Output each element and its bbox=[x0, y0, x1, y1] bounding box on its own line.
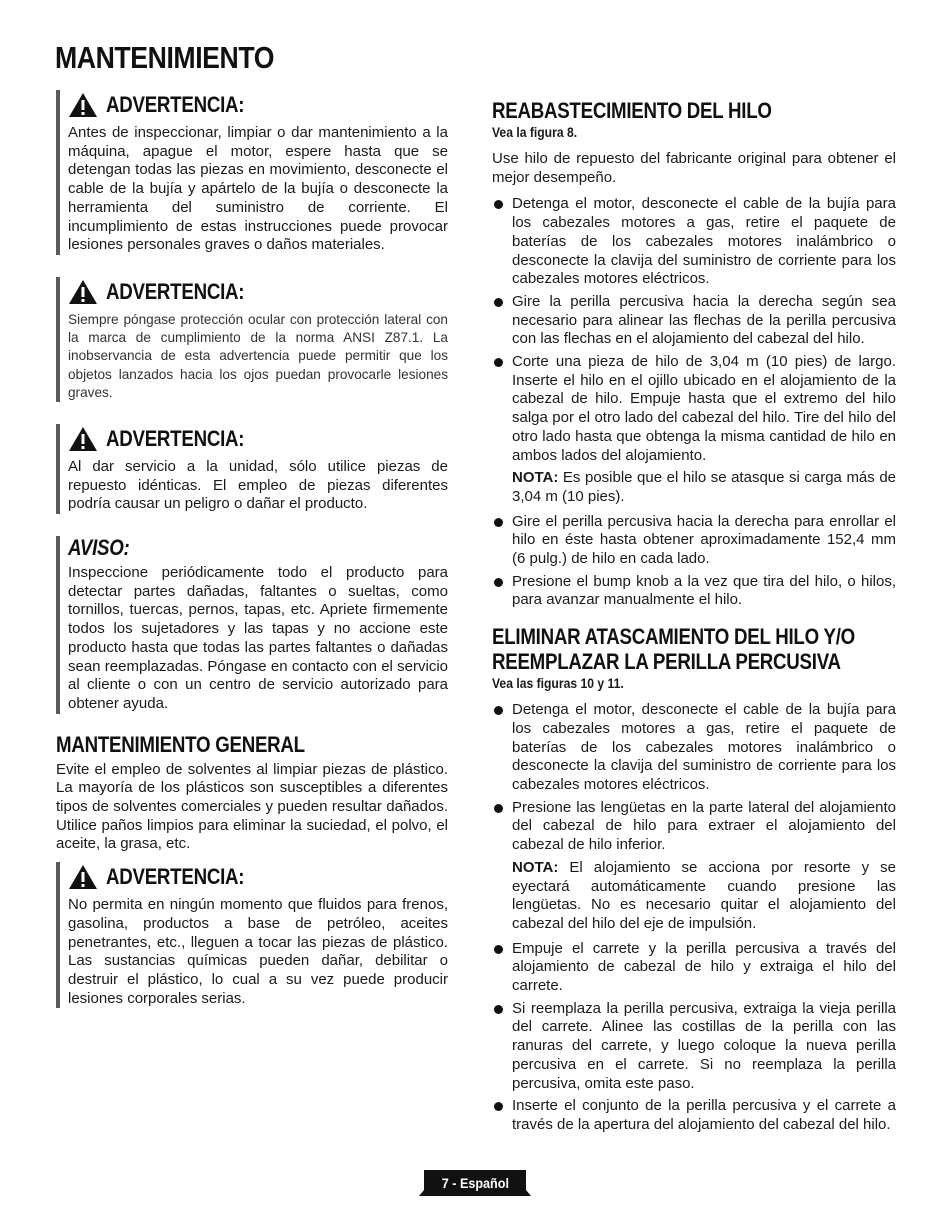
note-label: NOTA: bbox=[512, 469, 559, 487]
section-intro: Use hilo de repuesto del fabricante original para obtener el mejor desempeño. bbox=[492, 150, 896, 186]
notice-box bbox=[56, 536, 448, 714]
bullet-icon bbox=[494, 1102, 503, 1111]
list-item: Detenga el motor, desconecte el cable de la bujía para los cabezales motores a gas, retire el paquete de baterías de los cabezales motores inalámbrico o desconecte la clavija del suministro de corriente para los cabezales motores eléctricos. bbox=[492, 195, 896, 289]
page-number: 7 - Español bbox=[441, 1175, 509, 1191]
bullet-icon bbox=[494, 1005, 503, 1014]
bullet-icon bbox=[494, 298, 503, 307]
list-item: Inserte el conjunto de la perilla percusiva y el carrete a través de la apertura del alojamiento del cabezal del hilo. bbox=[492, 1097, 896, 1134]
list-item: Corte una pieza de hilo de 3,04 m (10 pies) de largo. Inserte el hilo en el ojillo ubicado en el alojamiento de la cabezal de hilo. Empuje hasta que el extremo del hilo salga por el otro lado del cabezal del hilo. Tire del hilo del otro lado hasta que obtenga la misma cantidad de hilo en ambos lados del alojamiento. bbox=[492, 353, 896, 465]
notice-title: AVISO: bbox=[68, 535, 130, 561]
note bbox=[492, 469, 896, 506]
page-number-tab bbox=[424, 1170, 526, 1196]
note bbox=[492, 859, 896, 934]
warning-title: ADVERTENCIA: bbox=[106, 92, 245, 117]
general-maintenance-section bbox=[56, 732, 448, 855]
bullet-icon bbox=[494, 804, 503, 813]
list-item: Si reemplaza la perilla percusiva, extraiga la vieja perilla del carrete. Alinee las costillas de la perilla con las ranuras del carrete, y luego coloque la nueva perilla percusiva en el carrete. Si no reemplaza la perilla percusiva, omita este paso. bbox=[492, 1000, 896, 1094]
warning-box-3 bbox=[56, 424, 448, 514]
right-column bbox=[492, 98, 896, 1139]
list-item: Detenga el motor, desconecte el cable de la bujía para los cabezales motores a gas, retire el paquete de baterías de los cabezales motores inalámbrico o desconecte la clavija del suministro de corriente para los cabezales motores eléctricos. bbox=[492, 701, 896, 795]
warning-triangle-icon bbox=[68, 426, 98, 452]
warning-triangle-icon bbox=[68, 864, 98, 890]
warning-text: Antes de inspeccionar, limpiar o dar mantenimiento a la máquina, apague el motor, espere hasta que se detengan todas las piezas en movimiento, desconecte el cable de la bujía y apártelo de la bujía o desconecte la herramienta del suministro de corriente. El incumplimiento de estas instrucciones puede provocar lesiones personales graves o daños materiales. bbox=[68, 124, 448, 254]
section-title: REABASTECIMIENTO DEL HILO bbox=[492, 98, 772, 123]
warning-box-4 bbox=[56, 862, 448, 1008]
warning-text: Al dar servicio a la unidad, sólo utilice piezas de repuesto idénticas. El empleo de piezas diferentes podría causar un peligro o dañar el producto. bbox=[68, 457, 448, 513]
warning-title: ADVERTENCIA: bbox=[106, 278, 245, 304]
warning-title: ADVERTENCIA: bbox=[106, 425, 245, 451]
note-text: El alojamiento se acciona por resorte y se eyectará automáticamente cuando presione las lengüetas. No es necesario quitar el alojamiento del cabezal del hilo del eje de impulsión. bbox=[512, 858, 896, 932]
warning-text: No permita en ningún momento que fluidos para frenos, gasolina, productos a base de petróleo, aceites penetrantes, etc., lleguen a tocar las piezas de plástico. Las sustancias químicas pueden dañar, debilitar o destruir el plástico, lo cual a su vez puede producir lesiones corporales serias. bbox=[68, 896, 448, 1007]
section-title-line-1: ELIMINAR ATASCAMIENTO DEL HILO Y/O bbox=[492, 624, 855, 650]
jam-section bbox=[492, 624, 896, 1134]
warning-triangle-icon bbox=[68, 92, 98, 118]
bullet-list bbox=[492, 701, 896, 855]
bullet-list bbox=[492, 513, 896, 611]
note-label: NOTA: bbox=[512, 858, 559, 876]
list-item: Presione el bump knob a la vez que tira del hilo, o hilos, para avanzar manualmente el hilo. bbox=[492, 573, 896, 610]
reload-section bbox=[492, 98, 896, 610]
bullet-icon bbox=[494, 200, 503, 209]
warning-triangle-icon bbox=[68, 279, 98, 305]
bullet-icon bbox=[494, 945, 503, 954]
notice-text: Inspeccione periódicamente todo el producto para detectar partes dañadas, faltantes o sueltas, como tornillos, tuercas, pernos, tapas, etc. Apriete firmemente todos los sujetadores y las tapas y no accione este producto hasta que todas las partes faltantes o dañadas sean reemplazadas. Póngase en contacto con el servicio al cliente o con un centro de servicio autorizado para obtener ayuda. bbox=[68, 564, 448, 712]
section-text: Evite el empleo de solventes al limpiar piezas de plástico. La mayoría de los plásticos son susceptibles a diferentes tipos de solventes comerciales y pueden resultar dañados. Utilice paños limpios para eliminar la suciedad, el polvo, el aceite, la grasa, etc. bbox=[56, 760, 448, 853]
bullet-list bbox=[492, 195, 896, 465]
figure-reference: Vea la figura 8. bbox=[492, 125, 578, 140]
warning-box-1 bbox=[56, 90, 448, 255]
bullet-icon bbox=[494, 706, 503, 715]
warning-title: ADVERTENCIA: bbox=[106, 864, 245, 890]
figure-reference: Vea las figuras 10 y 11. bbox=[492, 676, 624, 692]
list-item: Gire el perilla percusiva hacia la derecha para enrollar el hilo en éste hasta obtener aproximadamente 152,4 mm (6 pulg.) de hilo en cada lado. bbox=[492, 513, 896, 569]
list-item: Gire la perilla percusiva hacia la derecha según sea necesario para alinear las flechas de la perilla percusiva con las flechas en el alojamiento del cabezal del hilo. bbox=[492, 293, 896, 349]
bullet-icon bbox=[494, 358, 503, 367]
warning-text: Siempre póngase protección ocular con protección lateral con la marca de cumplimiento de la norma ANSI Z87.1. La inobservancia de esta advertencia puede permitir que los objetos lanzados hacia los ojos puedan provocarle lesiones graves. bbox=[68, 311, 448, 400]
section-title-line-2: REEMPLAZAR LA PERILLA PERCUSIVA bbox=[492, 649, 841, 675]
note-text: Es posible que el hilo se atasque si carga más de 3,04 m (10 pies). bbox=[512, 469, 896, 505]
warning-box-2 bbox=[56, 277, 448, 402]
list-item: Presione las lengüetas en la parte lateral del alojamiento del cabezal de hilo para extraer el alojamiento del cabezal de hilo inferior. bbox=[492, 799, 896, 855]
section-title: MANTENIMIENTO GENERAL bbox=[56, 731, 305, 757]
list-item: Empuje el carrete y la perilla percusiva a través del alojamiento de cabezal de hilo y extraiga el hilo del carrete. bbox=[492, 940, 896, 996]
bullet-list bbox=[492, 940, 896, 1135]
bullet-icon bbox=[494, 578, 503, 587]
left-column bbox=[56, 90, 448, 1030]
page-title: MANTENIMIENTO bbox=[55, 40, 275, 75]
bullet-icon bbox=[494, 518, 503, 527]
